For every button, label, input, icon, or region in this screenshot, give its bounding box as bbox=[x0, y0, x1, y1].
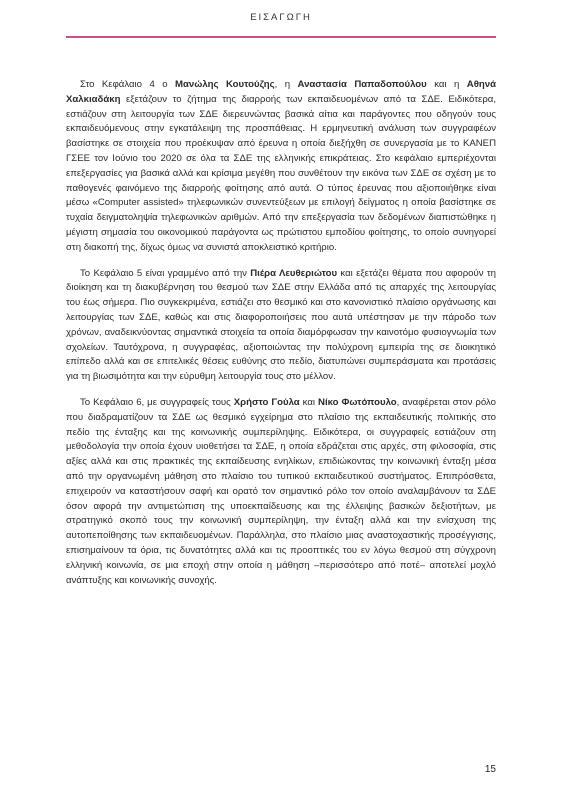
text-run: και εξετάζει θέματα που αφορούν τη διοίκηση και τη διακυβέρνηση του θεσμού των ΣΔΕ στην Ελλάδα από τις απαρχές της λειτουργίας του έως σήμερα. Πιο συγκεκριμένα, εστιάζει στο θεσμικό και στο κανονιστικό πλαίσιο οργάνωσης και λειτουργίας των ΣΔΕ, καθώς και στις διαφοροποιήσεις που αυτά υπέστησαν με την πάροδο των χρόνων, αναδεικνύοντας σημαντικά στοιχεία τα οποία διαμόρφωσαν την καινοτόμο φυσιογνωμία των σχολείων. Ταυτόχρονα, η συγγραφέας, αξιοποιώντας την πολύχρονη εμπειρία της σε διοικητικό επίπεδο αλλά και σε επιτελικές θέσεις ευθύνης στο πεδίο, διατυπώνει συμπεράσματα και προτάσεις για τη βιωσιμότητα και την εύρυθμη λειτουργία τους στο μέλλον. bbox=[66, 267, 496, 383]
page-number: 15 bbox=[484, 764, 496, 775]
author-name: Αναστασία Παπαδοπούλου bbox=[297, 79, 427, 90]
author-name: Μανώλης Κουτούζης bbox=[175, 79, 275, 90]
author-name: Νίκο Φωτόπουλο bbox=[318, 396, 397, 408]
page-header bbox=[0, 0, 562, 48]
author-name: Χρήστο Γούλα bbox=[233, 396, 300, 408]
text-run: εξετάζουν το ζήτημα της διαρροής των εκπαιδευομένων από τα ΣΔΕ. Ειδικότερα, εστιάζουν στη λειτουργία των ΣΔΕ διερευνώντας βασικά αίτια και παράγοντες που οδηγούν τους εκπαιδευόμενους στην εγκατάλειψη της προσπάθειας. Η ερμηνευτική ανάλυση των συγγραφέων βασίστηκε σε στοιχεία που προέκυψαν από έρευνα η οποία διεξήχθη σε συνεργασία με το ΚΑΝΕΠ ΓΣΕΕ τον Ιούνιο του 2020 σε όλα τα ΣΔΕ της ελληνικής επικράτειας. Στο κεφάλαιο εμπεριέχονται επεξεργασίες για βασικά αλλά και κρίσιμα μεγέθη που συνθέτουν την εικόνα των ΣΔΕ σε σχέση με το παθογενές φαινόμενο της διαρροής φοίτησης από αυτά. Ο τύπος έρευνας που αξιοποιήθηκε είναι μέσω «Computer assisted» τηλεφωνικών συνεντεύξεων με επιλογή δείγματος η οποία βασίστηκε σε τυχαία δειγματοληψία τηλεφωνικών αριθμών. Από την επεξεργασία των δεδομένων διαπιστώθηκε η μέγιστη σημασία του οικονομικού παράγοντα ως πρώτιστου εμποδίου φοίτησης, το οποίο συνηγορεί στη διακοπή της, δίχως όμως να συνιστά αποκλειστικό κριτήριο. bbox=[66, 93, 496, 253]
author-name: Αθηνά Χαλκιαδάκη bbox=[66, 79, 496, 105]
paragraph-chapter-5 bbox=[66, 267, 496, 385]
author-name: Πιέρα Λευθεριώτου bbox=[250, 267, 338, 279]
text-run: Το Κεφάλαιο 5 είναι γραμμένο από την bbox=[80, 267, 251, 279]
text-run: , η bbox=[274, 79, 298, 90]
body-text bbox=[66, 78, 496, 599]
text-run: και bbox=[299, 396, 319, 408]
paragraph-chapter-4 bbox=[66, 78, 496, 256]
text-run: Το Κεφάλαιο 6, με συγγραφείς τους bbox=[80, 396, 234, 408]
text-run: , αναφέρεται στον ρόλο που διαδραματίζουν τα ΣΔΕ ως θεσμικό εγχείρημα στο πλαίσιο της εκπαιδευτικής πολιτικής στο πεδίο της ένταξης και της κοινωνικής συμπερίληψης. Ειδικότερα, οι συγγραφείς εστιάζουν στη μεθοδολογία την οποία έχουν υιοθετήσει τα ΣΔΕ, η οποία εδράζεται στις αρχές, στη φιλοσοφία, στις αξίες αλλά και στις πρακτικές της εκπαίδευσης ενηλίκων, επιδιώκοντας την κοινωνική ένταξη μέσα από την οργανωμένη μάθηση στο πλαίσιο του τυπικού εκπαιδευτικού συστήματος. Επιπρόσθετα, επιχειρούν να καταστήσουν σαφή και ορατό τον σημαντικό ρόλο τον οποίο αναλαμβάνουν τα ΣΔΕ όσον αφορά την αντιμετώπιση της υποεκπαίδευσης και της έλλειψης βασικών δεξιοτήτων, με στρατηγικό σκοπό τους την κοινωνική συμπερίληψη, την ένταξη αλλά και την ενίσχυση της αυτοπεποίθησης των εκπαιδευομένων. Παράλληλα, στο πλαίσιο μιας αναστοχαστικής προσέγγισης, επισημαίνουν τα όρια, τις δυνατότητες αλλά και τις προοπτικές του εν λόγω θεσμού στη σύγχρονη ελληνική κοινωνία, σε μια εποχή στην οποία η μάθηση –περισσότερο από ποτέ– αποτελεί μοχλό ανάπτυξης και κοινωνικής συνοχής. bbox=[66, 396, 497, 586]
text-run: και η bbox=[426, 79, 467, 90]
section-title: ΕΙΣΑΓΩΓΗ bbox=[250, 12, 312, 23]
text-run: Στο Κεφάλαιο 4 ο bbox=[80, 79, 175, 90]
paragraph-chapter-6 bbox=[66, 396, 496, 588]
header-rule bbox=[66, 36, 496, 38]
